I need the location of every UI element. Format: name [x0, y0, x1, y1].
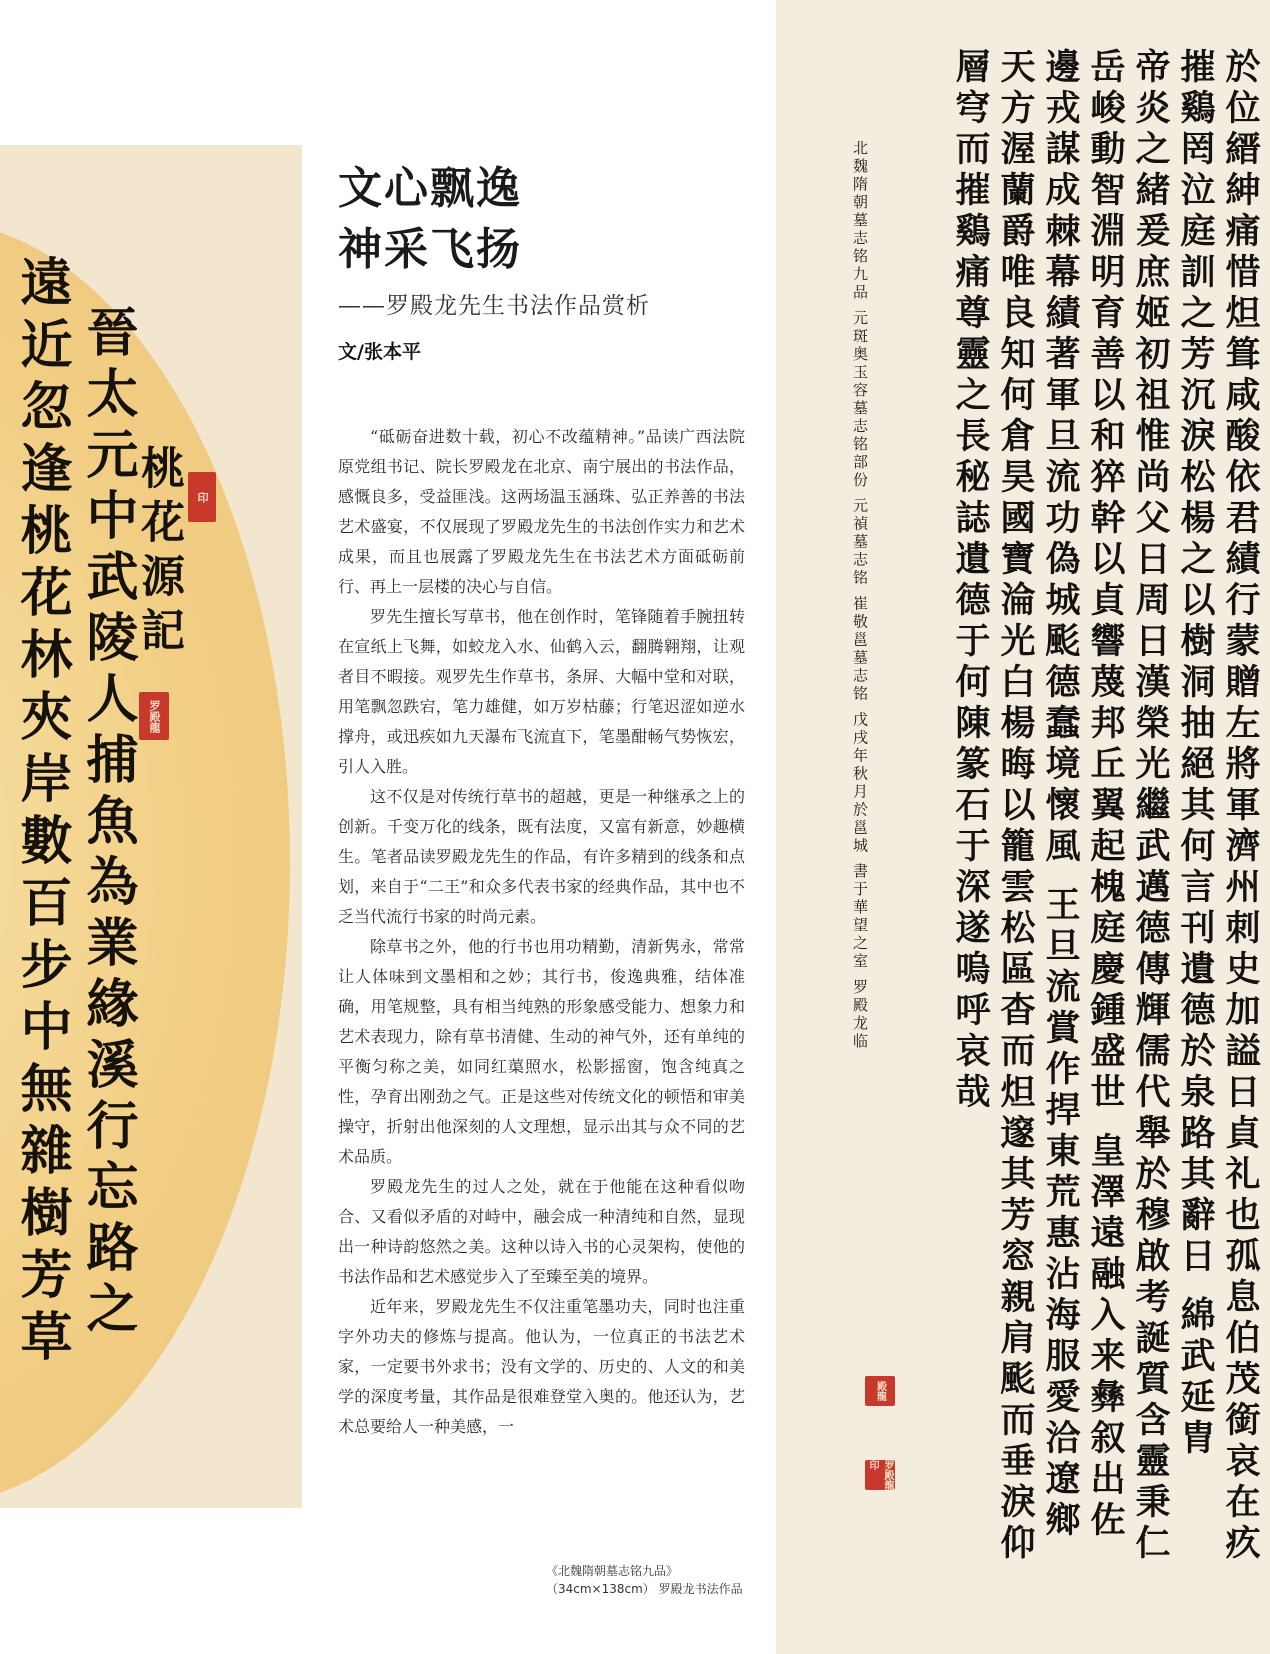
article-author: 文/张本平: [338, 341, 421, 363]
article-paragraph: 这不仅是对传统行草书的超越，更是一种继承之上的创新。千变万化的线条，既有法度，又富有新意，妙趣横生。笔者品读罗殿龙先生的作品，有许多精到的线条和点划，来自于“二王”和众多代表书家的经典作品，其中也不乏当代流行书家的时尚元素。: [338, 787, 745, 926]
calligraphy-column-r3: 帝炎之緒爰庶姬初祖惟尚父日周日漢榮光繼武邁德傳輝儒代舉於穆啟考誕質含靈秉仁: [1130, 48, 1171, 1565]
article-title-line-1: 文心飘逸: [338, 163, 522, 214]
article-body: [338, 422, 745, 1532]
red-seal-stamp: 罗殿龍: [139, 692, 169, 740]
article-subtitle: ——罗殿龙先生书法作品赏析: [338, 293, 650, 319]
calligraphy-column-r2: 摧鷄罔泣庭訓之芳沉淚松楊之以樹洞抽絕其何言刊遺德於泉路其辭日 綿武延胄: [1175, 48, 1216, 1461]
article-paragraph: 罗先生擅长写草书，他在创作时，笔锋随着手腕扭转在宣纸上飞舞，如蛟龙入水、仙鹤入云，翻腾翱翔，让观者目不暇接。观罗先生作草书，条屏、大幅中堂和对联，用笔飘忽跌宕，笔力雄健，如万岁枯藤；行笔迟涩如逆水撑舟，或迅疾如九天瀑布飞流直下，笔墨酣畅气势恢宏，引人入胜。: [338, 607, 745, 776]
article-paragraph: 除草书之外，他的行书也用功精勤，清新隽永，常常让人体味到文墨相和之妙；其行书，俊逸典雅，结体准确，用笔规整，具有相当纯熟的形象感受能力、想象力和艺术表现力，除有草书清健、生动的神气外，还有单纯的平衡匀称之美，如同红蕖照水，松影摇窗，饱含纯真之性，孕育出刚劲之气。正是这些对传统文化的顿悟和审美操守，折射出他深刻的人文理想，显示出其与众不同的艺术品质。: [338, 937, 745, 1166]
red-seal-stamp: 殿龍: [865, 1376, 895, 1406]
calligraphy-column-r4: 岳峻動智淵明育善以和猝幹以貞響蔑邦丘翼起槐庭慶鍾盛世 皇澤遠融入来彝叙出佐: [1085, 48, 1126, 1543]
caption-title: 《北魏隋朝墓志铭九品》: [546, 1564, 679, 1578]
calligraphy-column-r1: 於位縉紳痛惜炟箿咸酸依君績行蒙贈左將軍濟州刺史加謚日貞礼也孤息伯茂銜哀在疚: [1220, 48, 1261, 1565]
article-paragraph: 罗殿龙先生的过人之处，就在于他能在这种看似吻合、又看似矛盾的对峙中，融会成一种清纯和自然，显现出一种诗韵悠然之美。这种以诗入书的心灵架构，使他的书法作品和艺术感觉步入了至臻至美的境界。: [338, 1177, 745, 1286]
red-seal-stamp: 罗殿龍印: [867, 1460, 893, 1490]
calligraphy-column-2: 晉太元中武陵人捕魚為業緣溪行忘路之: [77, 305, 138, 1342]
artwork-caption: [546, 1562, 743, 1598]
article-paragraph: “砥砺奋进数十载，初心不改蕴精神。”品读广西法院原党组书记、院长罗殿龙在北京、南宁展出的书法作品，感慨良多，受益匪浅。这两场温玉涵珠、弘正养善的书法艺术盛宴，不仅展现了罗殿龙先生的书法创作实力和艺术成果，而且也展露了罗殿龙先生在书法艺术方面砥砺前行、再上一层楼的决心与自信。: [338, 427, 745, 596]
calligraphy-column-1: 遠近忽逢桃花林夾岸數百步中無雜樹芳草: [11, 255, 72, 1371]
calligraphy-column-r5: 邊戎謀成棘幕績著軍旦流功偽城颩德蠢境懷風 王旦流賞作捍東荒惠沾海服愛洽遼鄉: [1040, 48, 1081, 1543]
red-seal-stamp: 印: [188, 472, 216, 522]
article-title-line-2: 神采飞扬: [338, 224, 522, 275]
caption-details: （34cm×138cm） 罗殿龙书法作品: [546, 1582, 743, 1596]
article-paragraph: 近年来，罗殿龙先生不仅注重笔墨功夫，同时也注重字外功夫的修炼与提高。他认为，一位真正的书法艺术家，一定要书外求书；没有文学的、历史的、人文的和美学的深度考量，其作品是很难登堂入奥的。他还认为，艺术总要给人一种美感，一: [338, 1297, 745, 1436]
calligraphy-column-r6: 天方渥蘭爵唯良知何倉昊國寶淪光白楊晦以籠雲松區杳而炟邃其芳窓親肩颩而垂淚仰: [995, 48, 1036, 1565]
calligraphy-title: 桃花源記: [133, 445, 184, 661]
calligraphy-column-r7: 層穹而摧鷄痛尊靈之長秘誌遺德于何陳篆石于深遂嗚呼哀哉: [950, 48, 991, 1114]
calligraphy-inscription: 北魏隋朝墓志铭九品 元斑奥玉容墓志铭部份 元禎墓志铭 崔敬邕墓志铭 戊戌年秋月於邕城 書于華望之室 罗殿龙临: [851, 140, 869, 1051]
